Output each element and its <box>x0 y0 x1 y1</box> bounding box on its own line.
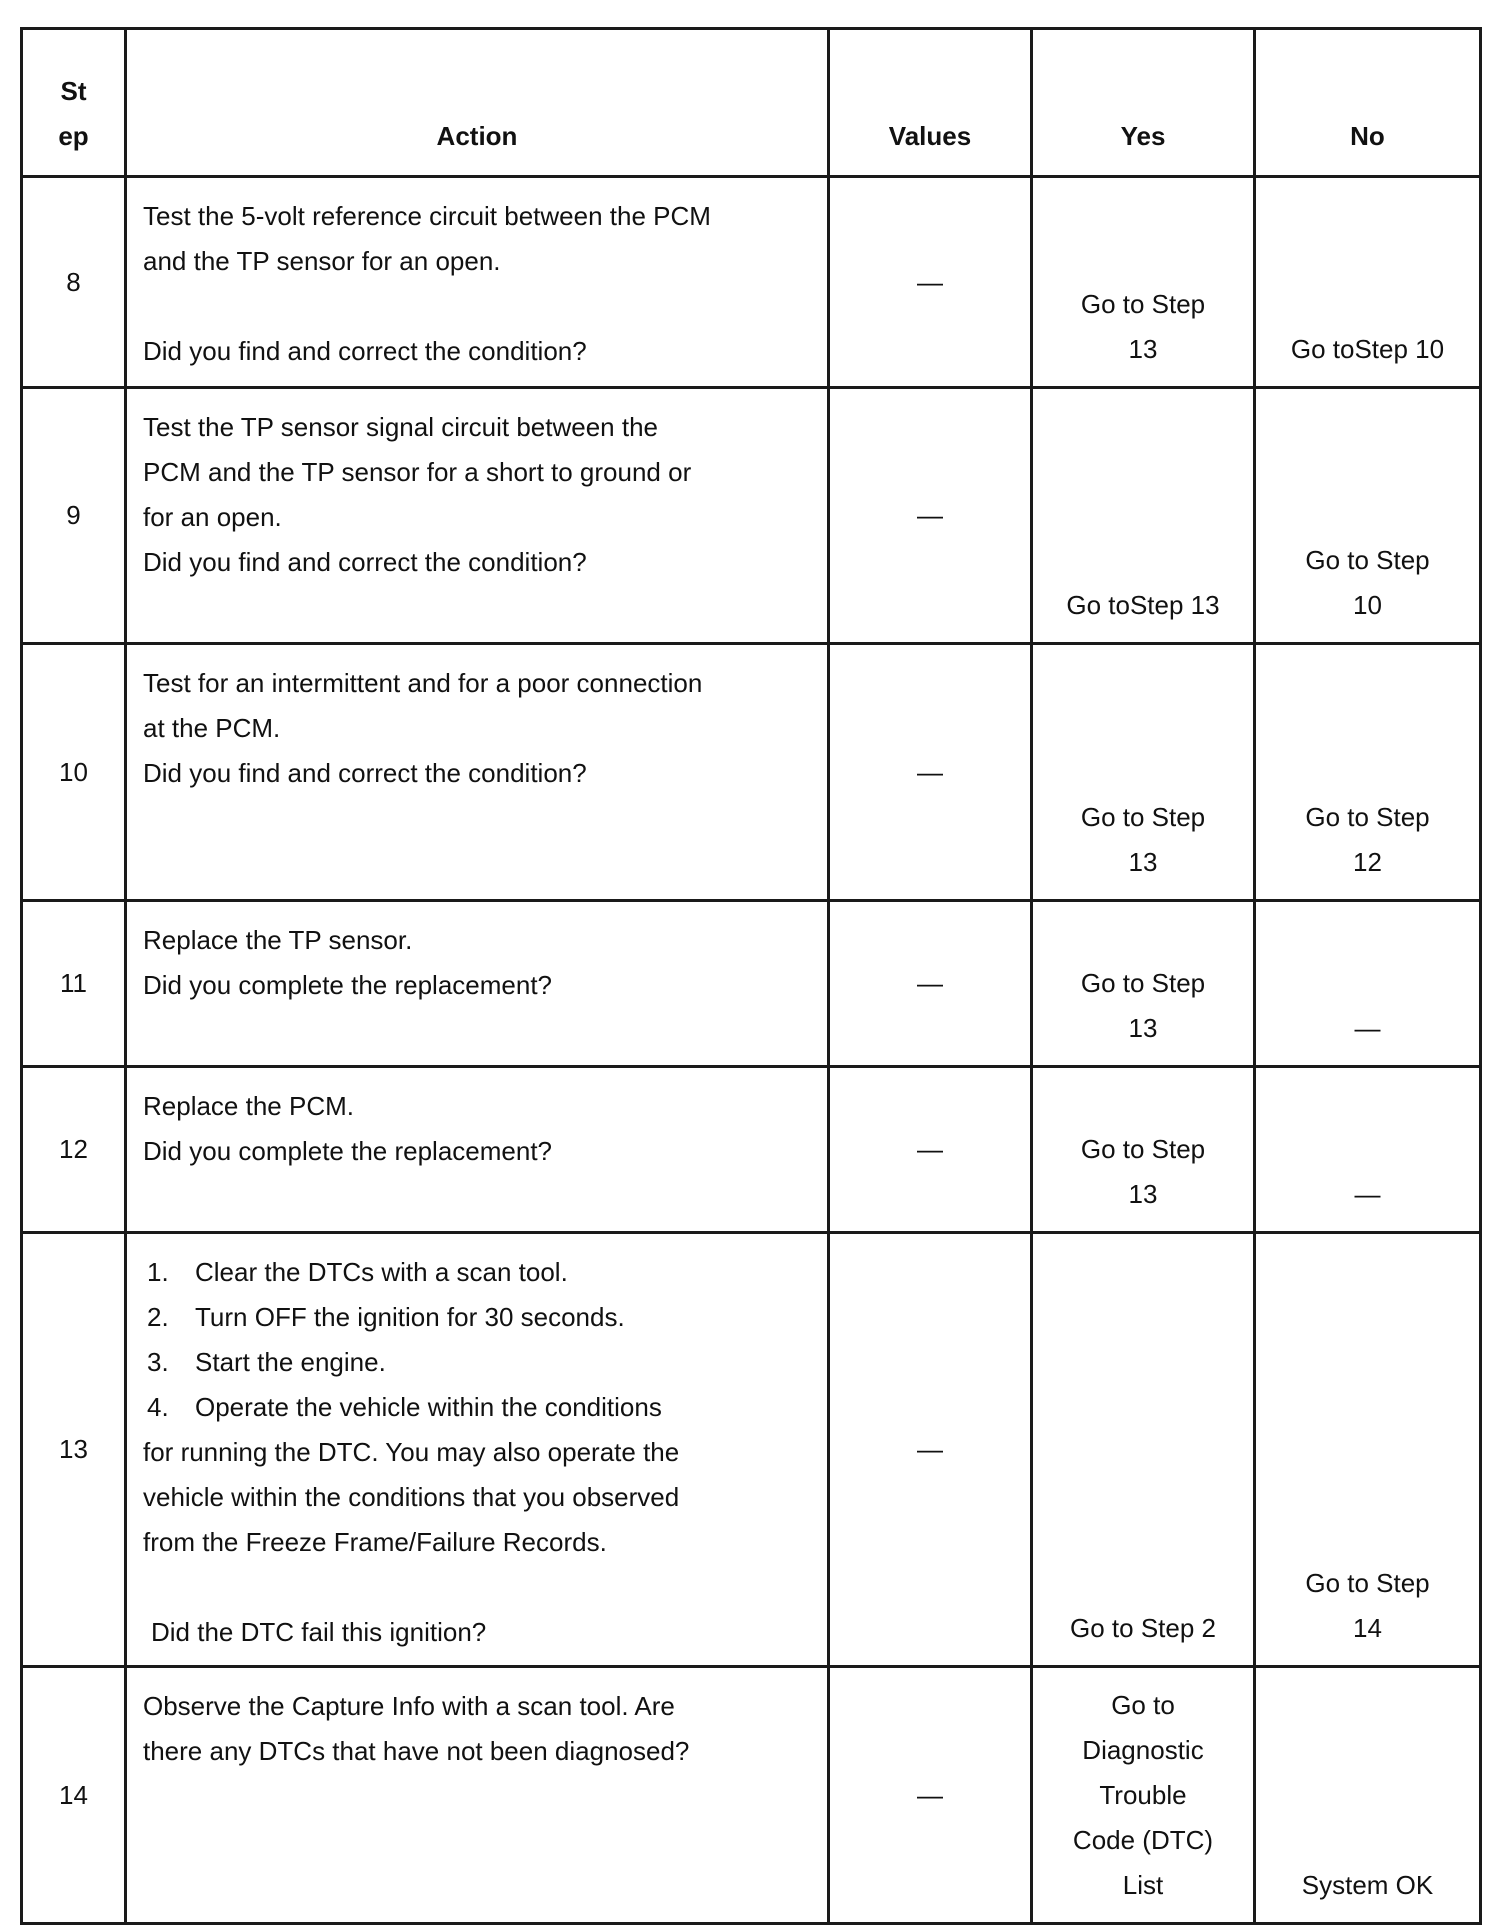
yes-cell <box>1032 644 1255 901</box>
action-list-item <box>143 1340 813 1385</box>
header-step <box>22 29 126 177</box>
action-cell <box>126 1233 829 1667</box>
yes-cell <box>1032 901 1255 1067</box>
action-line: Test the 5-volt reference circuit between the PCM <box>143 201 711 231</box>
action-line: Replace the PCM. <box>143 1091 354 1121</box>
yes-line: Go to Step <box>1080 802 1206 832</box>
step-number: 10 <box>22 644 126 901</box>
yes-cell <box>1032 1067 1255 1233</box>
list-text: Operate the vehicle within the conditions <box>195 1392 662 1422</box>
header-row <box>22 29 1481 177</box>
table-row <box>22 388 1481 644</box>
list-text: Start the engine. <box>195 1347 386 1377</box>
action-line: for running the DTC. You may also operate the <box>143 1437 680 1467</box>
values-cell: — <box>829 1233 1032 1667</box>
action-line: Did you complete the replacement? <box>143 1136 553 1166</box>
no-line: System OK <box>1301 1870 1434 1900</box>
action-line: Replace the TP sensor. <box>143 925 413 955</box>
action-line: Did the DTC fail this ignition? <box>151 1617 487 1647</box>
no-cell <box>1255 1067 1481 1233</box>
step-number: 14 <box>22 1667 126 1924</box>
step-number: 8 <box>22 177 126 388</box>
diagnostic-table <box>20 27 1482 1925</box>
list-number: 1. <box>147 1257 169 1287</box>
no-cell <box>1255 388 1481 644</box>
yes-line: 13 <box>1128 1013 1158 1043</box>
values-cell: — <box>829 388 1032 644</box>
table-row <box>22 1667 1481 1924</box>
values-cell: — <box>829 1667 1032 1924</box>
values-cell: — <box>829 177 1032 388</box>
action-cell <box>126 901 829 1067</box>
header-yes: Yes <box>1032 29 1255 177</box>
header-action: Action <box>126 29 829 177</box>
list-number: 3. <box>147 1347 169 1377</box>
yes-line: List <box>1122 1870 1164 1900</box>
yes-cell <box>1032 388 1255 644</box>
yes-line: Go to Step <box>1080 968 1206 998</box>
action-line: PCM and the TP sensor for a short to ground or <box>143 457 692 487</box>
no-cell <box>1255 901 1481 1067</box>
action-line: Did you find and correct the condition? <box>143 758 587 788</box>
action-list-item <box>143 1250 813 1295</box>
no-cell <box>1255 644 1481 901</box>
table-row <box>22 1067 1481 1233</box>
header-no: No <box>1255 29 1481 177</box>
no-line: Go to Step <box>1305 802 1430 832</box>
action-line: from the Freeze Frame/Failure Records. <box>143 1527 607 1557</box>
list-text: Turn OFF the ignition for 30 seconds. <box>195 1302 625 1332</box>
step-number: 9 <box>22 388 126 644</box>
no-line: — <box>1354 1013 1381 1043</box>
yes-cell <box>1032 1667 1255 1924</box>
action-line: at the PCM. <box>143 713 281 743</box>
yes-line: Trouble <box>1099 1780 1187 1810</box>
action-line: Did you find and correct the condition? <box>143 547 587 577</box>
yes-line: 13 <box>1128 847 1158 877</box>
no-line: 12 <box>1353 847 1382 877</box>
step-number: 13 <box>22 1233 126 1667</box>
no-line: Go to Step <box>1305 1568 1430 1598</box>
list-number: 4. <box>147 1392 169 1422</box>
header-step-line: ep <box>58 121 89 151</box>
no-line: 10 <box>1353 590 1382 620</box>
action-line: for an open. <box>143 502 282 532</box>
no-line: Go to Step <box>1305 545 1430 575</box>
yes-line: Go toStep 13 <box>1066 590 1220 620</box>
values-cell: — <box>829 901 1032 1067</box>
blank-line <box>143 1565 813 1610</box>
action-cell <box>126 1067 829 1233</box>
no-line: Go toStep 10 <box>1290 334 1445 364</box>
yes-line: Go to Step 2 <box>1070 1613 1216 1643</box>
action-cell <box>126 1667 829 1924</box>
step-number: 11 <box>22 901 126 1067</box>
yes-line: Code (DTC) <box>1072 1825 1214 1855</box>
no-cell <box>1255 1233 1481 1667</box>
blank-line <box>143 284 813 329</box>
list-text: Clear the DTCs with a scan tool. <box>195 1257 568 1287</box>
yes-line: Go to <box>1111 1690 1175 1720</box>
action-list-item <box>143 1295 813 1340</box>
action-list-item <box>143 1385 813 1430</box>
action-line: Test the TP sensor signal circuit between the <box>143 412 658 442</box>
no-line: 14 <box>1353 1613 1382 1643</box>
no-cell <box>1255 177 1481 388</box>
yes-line: 13 <box>1128 1179 1158 1209</box>
table-row <box>22 901 1481 1067</box>
list-number: 2. <box>147 1302 169 1332</box>
action-line: vehicle within the conditions that you observed <box>143 1482 680 1512</box>
action-line: and the TP sensor for an open. <box>143 246 501 276</box>
table-row <box>22 1233 1481 1667</box>
yes-line: Go to Step <box>1080 289 1206 319</box>
yes-cell <box>1032 177 1255 388</box>
action-line: Did you complete the replacement? <box>143 970 553 1000</box>
yes-line: 13 <box>1128 334 1158 364</box>
action-line: Observe the Capture Info with a scan tool. Are <box>143 1691 675 1721</box>
values-cell: — <box>829 644 1032 901</box>
yes-cell <box>1032 1233 1255 1667</box>
action-cell <box>126 388 829 644</box>
table-row <box>22 644 1481 901</box>
action-line: Did you find and correct the condition? <box>143 336 587 366</box>
table-body <box>22 177 1481 1924</box>
no-cell <box>1255 1667 1481 1924</box>
values-cell: — <box>829 1067 1032 1233</box>
table-row <box>22 177 1481 388</box>
header-step-line: St <box>60 76 87 106</box>
action-line: there any DTCs that have not been diagnosed? <box>143 1736 690 1766</box>
action-cell <box>126 177 829 388</box>
yes-line: Diagnostic <box>1082 1735 1204 1765</box>
no-line: — <box>1354 1179 1381 1209</box>
step-number: 12 <box>22 1067 126 1233</box>
action-cell <box>126 644 829 901</box>
yes-line: Go to Step <box>1080 1134 1206 1164</box>
header-values: Values <box>829 29 1032 177</box>
action-line: Test for an intermittent and for a poor connection <box>143 668 703 698</box>
